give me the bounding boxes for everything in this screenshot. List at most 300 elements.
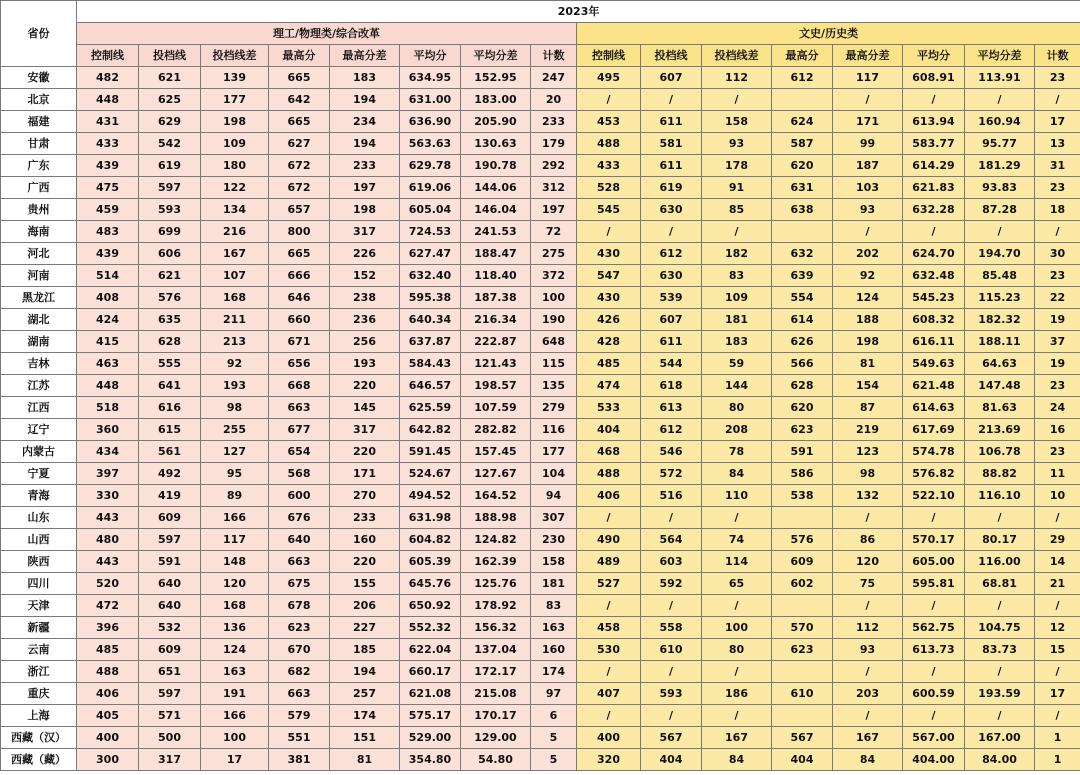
liberal-cell: 611 (641, 331, 702, 353)
liberal-cell: 160.94 (965, 111, 1035, 133)
science-cell: 372 (531, 265, 577, 287)
table-row (1, 551, 1080, 573)
science-cell: 148 (201, 551, 269, 573)
science-cell: 167 (201, 243, 269, 265)
science-cell: 185 (330, 639, 400, 661)
liberal-cell: 87.28 (965, 199, 1035, 221)
science-cell: 160 (330, 529, 400, 551)
science-cell: 542 (139, 133, 201, 155)
province-cell: 黑龙江 (1, 287, 77, 309)
science-cell: 115 (531, 353, 577, 375)
liberal-cell: 624 (772, 111, 833, 133)
science-cell: 619.06 (400, 177, 461, 199)
science-cell: 166 (201, 507, 269, 529)
province-cell: 山西 (1, 529, 77, 551)
science-cell: 524.67 (400, 463, 461, 485)
liberal-cell: 29 (1035, 529, 1080, 551)
science-cell: 665 (269, 111, 330, 133)
science-cell: 439 (77, 155, 139, 177)
liberal-cell: / (965, 507, 1035, 529)
science-column-header: 平均分 (400, 45, 461, 67)
liberal-cell: 583.77 (903, 133, 965, 155)
liberal-cell: / (577, 661, 641, 683)
science-cell: 433 (77, 133, 139, 155)
science-cell: 606 (139, 243, 201, 265)
science-cell: 552.32 (400, 617, 461, 639)
column-header-row (1, 45, 1080, 67)
science-cell: 241.53 (461, 221, 531, 243)
science-cell: 94 (531, 485, 577, 507)
province-cell: 云南 (1, 639, 77, 661)
science-cell: 222.87 (461, 331, 531, 353)
liberal-column-header: 控制线 (577, 45, 641, 67)
liberal-cell: 613.73 (903, 639, 965, 661)
science-cell: 520 (77, 573, 139, 595)
liberal-cell: 103 (833, 177, 903, 199)
science-cell: 117 (201, 529, 269, 551)
science-cell: 360 (77, 419, 139, 441)
science-column-header: 最高分差 (330, 45, 400, 67)
province-cell: 江苏 (1, 375, 77, 397)
liberal-cell: 167 (833, 727, 903, 749)
science-cell: 591.45 (400, 441, 461, 463)
liberal-cell: 12 (1035, 617, 1080, 639)
liberal-cell: 488 (577, 463, 641, 485)
science-cell: 636.90 (400, 111, 461, 133)
liberal-cell: 23 (1035, 177, 1080, 199)
liberal-cell: 566 (772, 353, 833, 375)
science-cell: 663 (269, 397, 330, 419)
liberal-cell: 614 (772, 309, 833, 331)
science-cell: 627 (269, 133, 330, 155)
province-header: 省份 (1, 1, 77, 67)
science-cell: 100 (201, 727, 269, 749)
year-title: 2023年 (77, 1, 1080, 23)
liberal-cell: / (965, 89, 1035, 111)
science-cell: 600 (269, 485, 330, 507)
science-cell: 137.04 (461, 639, 531, 661)
science-cell: 139 (201, 67, 269, 89)
liberal-cell: 109 (702, 287, 772, 309)
science-cell: 163 (201, 661, 269, 683)
science-cell: 646.57 (400, 375, 461, 397)
science-cell: 170.17 (461, 705, 531, 727)
liberal-cell: 570 (772, 617, 833, 639)
liberal-cell: / (965, 705, 1035, 727)
liberal-cell: 83.73 (965, 639, 1035, 661)
science-cell: 629.78 (400, 155, 461, 177)
science-cell: 579 (269, 705, 330, 727)
science-cell: 448 (77, 375, 139, 397)
liberal-cell: 574.78 (903, 441, 965, 463)
science-cell: 152.95 (461, 67, 531, 89)
table-row (1, 749, 1080, 771)
liberal-cell: / (1035, 507, 1080, 529)
science-cell: 238 (330, 287, 400, 309)
liberal-cell: 613.94 (903, 111, 965, 133)
province-cell: 青海 (1, 485, 77, 507)
liberal-cell: 30 (1035, 243, 1080, 265)
science-cell: 623 (269, 617, 330, 639)
science-cell: 576 (139, 287, 201, 309)
liberal-cell: 116.00 (965, 551, 1035, 573)
liberal-cell: 546 (641, 441, 702, 463)
liberal-cell: / (833, 507, 903, 529)
province-cell: 上海 (1, 705, 77, 727)
science-cell: 134 (201, 199, 269, 221)
liberal-cell: 100 (702, 617, 772, 639)
science-cell: 312 (531, 177, 577, 199)
science-cell: 475 (77, 177, 139, 199)
liberal-cell: 147.48 (965, 375, 1035, 397)
liberal-cell: 572 (641, 463, 702, 485)
science-cell: 188.47 (461, 243, 531, 265)
liberal-cell: 587 (772, 133, 833, 155)
province-cell: 吉林 (1, 353, 77, 375)
liberal-cell: 18 (1035, 199, 1080, 221)
science-cell: 443 (77, 551, 139, 573)
liberal-cell: 213.69 (965, 419, 1035, 441)
science-cell: 164.52 (461, 485, 531, 507)
science-cell: 160 (531, 639, 577, 661)
science-cell: 81 (330, 749, 400, 771)
liberal-cell: 626 (772, 331, 833, 353)
liberal-column-header: 平均分差 (965, 45, 1035, 67)
liberal-cell: 608.91 (903, 67, 965, 89)
liberal-cell: 85.48 (965, 265, 1035, 287)
liberal-cell: 154 (833, 375, 903, 397)
liberal-cell: 592 (641, 573, 702, 595)
science-cell: 151 (330, 727, 400, 749)
science-cell: 597 (139, 683, 201, 705)
science-cell: 275 (531, 243, 577, 265)
science-cell: 563.63 (400, 133, 461, 155)
liberal-cell: / (577, 507, 641, 529)
science-cell: 448 (77, 89, 139, 111)
science-cell: 177 (201, 89, 269, 111)
liberal-cell: 186 (702, 683, 772, 705)
liberal-cell: 59 (702, 353, 772, 375)
liberal-cell: 407 (577, 683, 641, 705)
liberal-cell: 31 (1035, 155, 1080, 177)
science-cell: 396 (77, 617, 139, 639)
province-cell: 湖北 (1, 309, 77, 331)
science-cell: 282.82 (461, 419, 531, 441)
province-cell: 河北 (1, 243, 77, 265)
science-cell: 561 (139, 441, 201, 463)
liberal-cell: 458 (577, 617, 641, 639)
liberal-cell: 428 (577, 331, 641, 353)
liberal-cell: 620 (772, 155, 833, 177)
table-row (1, 177, 1080, 199)
province-cell: 重庆 (1, 683, 77, 705)
science-cell: 668 (269, 375, 330, 397)
science-cell: 197 (531, 199, 577, 221)
science-cell: 597 (139, 529, 201, 551)
table-row (1, 529, 1080, 551)
liberal-cell: / (641, 507, 702, 529)
province-cell: 新疆 (1, 617, 77, 639)
science-cell: 631.00 (400, 89, 461, 111)
liberal-cell: 84 (702, 463, 772, 485)
science-cell: 621.08 (400, 683, 461, 705)
science-cell: 405 (77, 705, 139, 727)
liberal-cell: 426 (577, 309, 641, 331)
science-cell: 678 (269, 595, 330, 617)
science-cell: 120 (201, 573, 269, 595)
science-cell: 83 (531, 595, 577, 617)
science-cell: 122 (201, 177, 269, 199)
liberal-cell: 611 (641, 111, 702, 133)
province-cell: 内蒙古 (1, 441, 77, 463)
province-cell: 浙江 (1, 661, 77, 683)
liberal-cell: 181 (702, 309, 772, 331)
science-cell: 183.00 (461, 89, 531, 111)
liberal-column-header: 平均分 (903, 45, 965, 67)
science-cell: 190.78 (461, 155, 531, 177)
science-cell: 682 (269, 661, 330, 683)
science-cell: 124.82 (461, 529, 531, 551)
liberal-cell: 87 (833, 397, 903, 419)
liberal-cell: 639 (772, 265, 833, 287)
province-cell: 福建 (1, 111, 77, 133)
liberal-cell: 15 (1035, 639, 1080, 661)
science-cell: 657 (269, 199, 330, 221)
science-cell: 227 (330, 617, 400, 639)
science-cell: 5 (531, 727, 577, 749)
science-cell: 256 (330, 331, 400, 353)
science-cell: 485 (77, 639, 139, 661)
liberal-cell: 567 (772, 727, 833, 749)
liberal-cell: 120 (833, 551, 903, 573)
liberal-cell: 621.83 (903, 177, 965, 199)
liberal-cell: 607 (641, 309, 702, 331)
science-cell: 629 (139, 111, 201, 133)
liberal-cell: / (1035, 595, 1080, 617)
science-cell: 181 (531, 573, 577, 595)
liberal-cell: / (641, 661, 702, 683)
science-cell: 158 (531, 551, 577, 573)
science-cell: 631.98 (400, 507, 461, 529)
liberal-cell: 595.81 (903, 573, 965, 595)
liberal-cell: 612 (641, 419, 702, 441)
science-cell: 482 (77, 67, 139, 89)
science-cell: 472 (77, 595, 139, 617)
liberal-cell: 113.91 (965, 67, 1035, 89)
science-cell: 480 (77, 529, 139, 551)
liberal-cell: 171 (833, 111, 903, 133)
liberal-cell: 106.78 (965, 441, 1035, 463)
science-cell: 483 (77, 221, 139, 243)
liberal-cell: 92 (833, 265, 903, 287)
science-cell: 431 (77, 111, 139, 133)
liberal-cell (772, 661, 833, 683)
science-column-header: 计数 (531, 45, 577, 67)
liberal-cell: 114 (702, 551, 772, 573)
liberal-cell: 632 (772, 243, 833, 265)
liberal-column-header: 投档线差 (702, 45, 772, 67)
table-row (1, 353, 1080, 375)
liberal-cell: 628 (772, 375, 833, 397)
liberal-cell: 533 (577, 397, 641, 419)
liberal-cell: / (577, 705, 641, 727)
liberal-cell: 616.11 (903, 331, 965, 353)
liberal-cell: 187 (833, 155, 903, 177)
liberal-cell: 544 (641, 353, 702, 375)
science-cell: 17 (201, 749, 269, 771)
science-cell: 676 (269, 507, 330, 529)
table-row (1, 419, 1080, 441)
liberal-cell: 605.00 (903, 551, 965, 573)
science-cell: 514 (77, 265, 139, 287)
science-cell: 381 (269, 749, 330, 771)
science-cell: 609 (139, 507, 201, 529)
liberal-cell: 91 (702, 177, 772, 199)
liberal-cell: 607 (641, 67, 702, 89)
science-cell: 270 (330, 485, 400, 507)
liberal-cell: 554 (772, 287, 833, 309)
science-cell: 107.59 (461, 397, 531, 419)
science-cell: 100 (531, 287, 577, 309)
science-cell: 129.00 (461, 727, 531, 749)
science-cell: 645.76 (400, 573, 461, 595)
province-cell: 甘肃 (1, 133, 77, 155)
science-cell: 642 (269, 89, 330, 111)
liberal-cell: 632.48 (903, 265, 965, 287)
science-cell: 651 (139, 661, 201, 683)
liberal-cell: 84 (833, 749, 903, 771)
province-cell: 四川 (1, 573, 77, 595)
liberal-cell: 430 (577, 287, 641, 309)
science-cell: 307 (531, 507, 577, 529)
liberal-cell: 203 (833, 683, 903, 705)
science-cell: 619 (139, 155, 201, 177)
liberal-cell: 549.63 (903, 353, 965, 375)
science-cell: 627.47 (400, 243, 461, 265)
science-cell: 98 (201, 397, 269, 419)
liberal-cell: 202 (833, 243, 903, 265)
science-cell: 317 (330, 419, 400, 441)
liberal-cell: / (702, 221, 772, 243)
liberal-cell: 93 (833, 639, 903, 661)
liberal-cell: 17 (1035, 683, 1080, 705)
liberal-group-header: 文史/历史类 (577, 23, 1080, 45)
liberal-cell: / (965, 595, 1035, 617)
science-cell: 144.06 (461, 177, 531, 199)
liberal-cell: 208 (702, 419, 772, 441)
science-cell: 494.52 (400, 485, 461, 507)
liberal-cell: 95.77 (965, 133, 1035, 155)
liberal-cell: 609 (772, 551, 833, 573)
science-cell: 188.98 (461, 507, 531, 529)
table-row (1, 155, 1080, 177)
science-cell: 197 (330, 177, 400, 199)
science-cell: 127 (201, 441, 269, 463)
science-cell: 615 (139, 419, 201, 441)
science-cell: 155 (330, 573, 400, 595)
science-column-header: 投档线 (139, 45, 201, 67)
science-column-header: 平均分差 (461, 45, 531, 67)
science-cell: 156.32 (461, 617, 531, 639)
science-cell: 220 (330, 441, 400, 463)
science-cell: 635 (139, 309, 201, 331)
liberal-cell: 614.29 (903, 155, 965, 177)
liberal-cell: 144 (702, 375, 772, 397)
science-cell: 300 (77, 749, 139, 771)
liberal-cell: 404 (641, 749, 702, 771)
science-cell: 255 (201, 419, 269, 441)
province-cell: 海南 (1, 221, 77, 243)
liberal-cell: 158 (702, 111, 772, 133)
liberal-cell: 182 (702, 243, 772, 265)
science-cell: 529.00 (400, 727, 461, 749)
liberal-cell: / (1035, 89, 1080, 111)
table-row (1, 661, 1080, 683)
science-cell: 226 (330, 243, 400, 265)
province-cell: 安徽 (1, 67, 77, 89)
science-cell: 648 (531, 331, 577, 353)
science-cell: 670 (269, 639, 330, 661)
science-cell: 191 (201, 683, 269, 705)
province-cell: 北京 (1, 89, 77, 111)
science-cell: 459 (77, 199, 139, 221)
liberal-cell: 610 (641, 639, 702, 661)
science-cell: 663 (269, 683, 330, 705)
liberal-cell: 14 (1035, 551, 1080, 573)
liberal-cell: / (702, 595, 772, 617)
liberal-cell: 538 (772, 485, 833, 507)
science-cell: 622.04 (400, 639, 461, 661)
science-cell: 650.92 (400, 595, 461, 617)
liberal-cell: 24 (1035, 397, 1080, 419)
liberal-cell: 489 (577, 551, 641, 573)
table-row (1, 89, 1080, 111)
science-cell: 89 (201, 485, 269, 507)
liberal-cell: 632.28 (903, 199, 965, 221)
liberal-column-header: 投档线 (641, 45, 702, 67)
science-cell: 317 (330, 221, 400, 243)
liberal-cell: / (903, 221, 965, 243)
liberal-cell: 21 (1035, 573, 1080, 595)
science-cell: 171 (330, 463, 400, 485)
science-cell: 257 (330, 683, 400, 705)
science-cell: 193 (201, 375, 269, 397)
liberal-cell (772, 705, 833, 727)
liberal-cell: / (641, 595, 702, 617)
science-cell: 575.17 (400, 705, 461, 727)
liberal-cell: 611 (641, 155, 702, 177)
science-cell: 216 (201, 221, 269, 243)
science-cell: 595.38 (400, 287, 461, 309)
liberal-cell: 80 (702, 639, 772, 661)
science-cell: 215.08 (461, 683, 531, 705)
liberal-cell: 545 (577, 199, 641, 221)
table-row (1, 67, 1080, 89)
science-cell: 654 (269, 441, 330, 463)
table-row (1, 639, 1080, 661)
liberal-column-header: 最高分 (772, 45, 833, 67)
province-cell: 辽宁 (1, 419, 77, 441)
science-cell: 634.95 (400, 67, 461, 89)
liberal-cell: / (577, 595, 641, 617)
liberal-cell: 485 (577, 353, 641, 375)
liberal-cell: 610 (772, 683, 833, 705)
liberal-cell: 124 (833, 287, 903, 309)
liberal-cell: 530 (577, 639, 641, 661)
liberal-cell: / (903, 507, 965, 529)
science-cell: 179 (531, 133, 577, 155)
science-cell: 660 (269, 309, 330, 331)
